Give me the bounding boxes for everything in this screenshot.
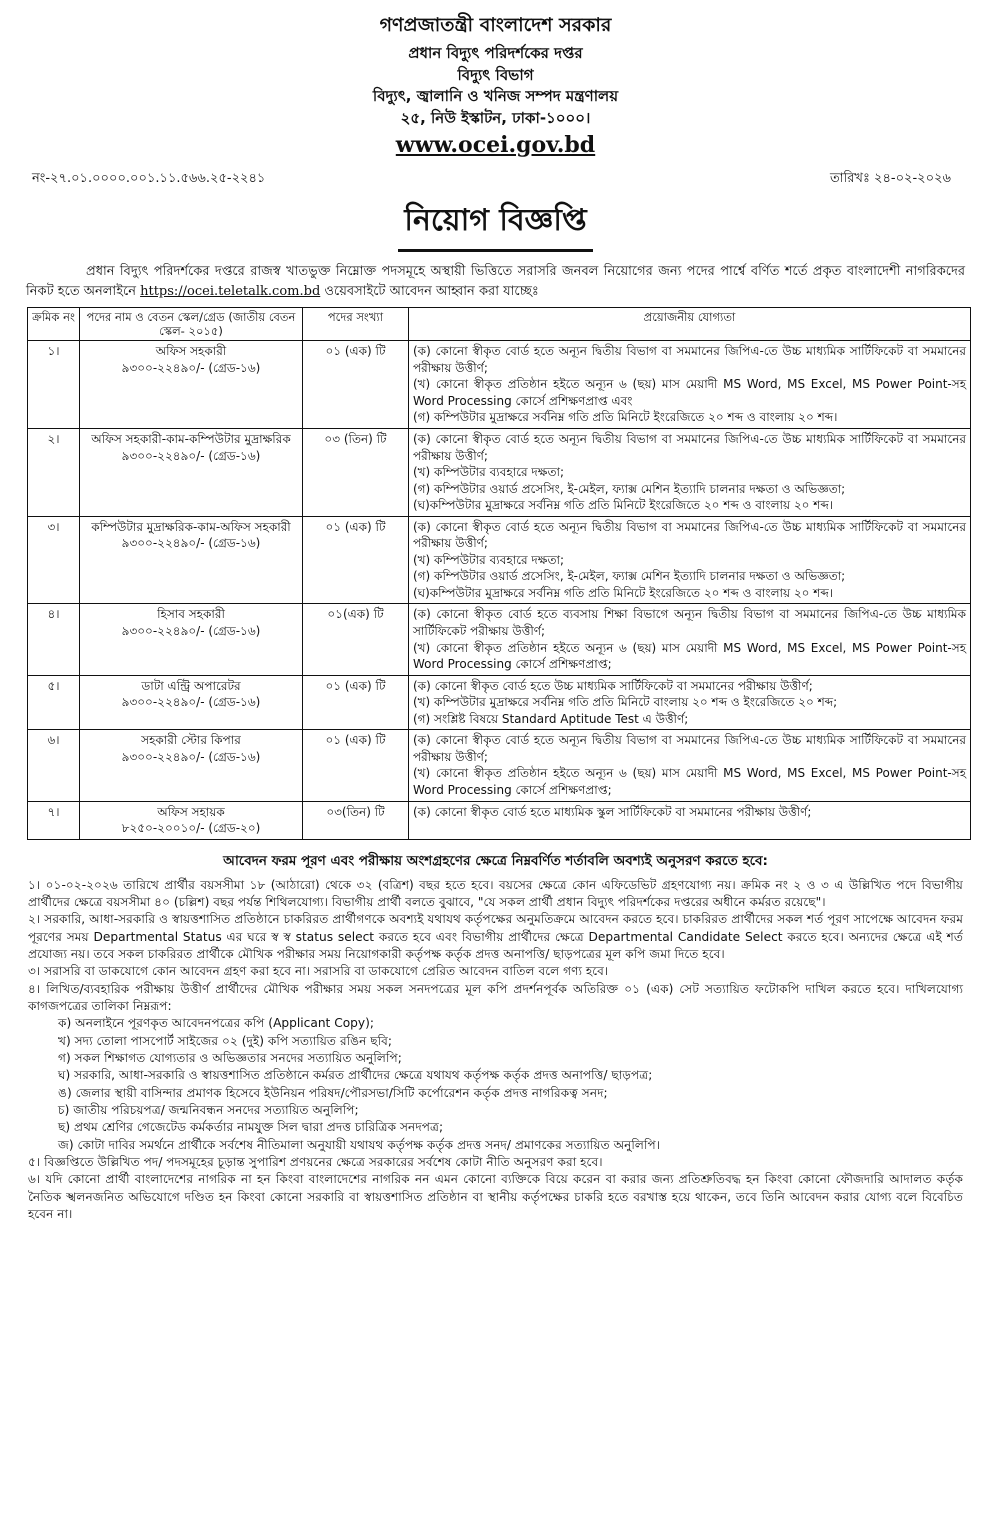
condition-2: ২। সরকারি, আধা-সরকারি ও স্বায়ত্তশাসিত প্রতিষ্ঠানে চাকরিরত প্রার্থীগণকে অবশ্যই যথাযথ কর্তৃপক্ষের অনুমতিক্রমে আবেদন করতে হবে। চাকরিরত প্রার্থীদের সকল শর্ত পূরণ সাপেক্ষে আবেদন ফরম পূরণের সময় Departmental Status এর ঘরে স্ব স্ব status select করতে হবে এবং বিভাগীয় প্রার্থীদের ক্ষেত্রে Departmental Candidate Select করতে হবে। অন্যদের ক্ষেত্রে এই শর্ত প্রযোজ্য নয়। তবে সকল চাকরিরত প্রার্থীকে মৌখিক পরীক্ষার সময় নিয়োগকারী কর্তৃপক্ষ কর্তৃক প্রদত্ত অনাপত্তি/ ছাড়পত্রের মূল কপি জমা দিতে হবে। <box>28 912 963 961</box>
conditions-heading: আবেদন ফরম পূরণ এবং পরীক্ষায় অংশগ্রহণের ক্ষেত্রে নিম্নবর্ণিত শর্তাবলি অবশ্যই অনুসরণ করতে হবে: <box>223 852 768 869</box>
pay-scale: ৯৩০০-২২৪৯০/- (গ্রেড-১৬) <box>121 448 261 463</box>
pay-scale: ৯৩০০-২২৪৯০/- (গ্রেড-১৬) <box>121 624 261 639</box>
row-serial: ৪। <box>28 604 80 675</box>
row-post <box>80 341 303 429</box>
header-serial: ক্রমিক নং <box>28 307 80 341</box>
condition-5: ৫। বিজ্ঞপ্তিতে উল্লিখিত পদ/ পদসমূহের চূড়ান্ত সুপারিশ প্রণয়নের ক্ষেত্রে সরকারের সর্বশেষ কোটা নীতি অনুসরণ করা হবে। <box>28 1154 603 1169</box>
application-url[interactable]: https://ocei.teletalk.com.bd <box>140 284 321 300</box>
pay-scale: ৮২৫০-২০০১০/- (গ্রেড-২০) <box>121 821 261 836</box>
header-post-count: পদের সংখ্যা <box>303 307 409 341</box>
website-link[interactable]: www.ocei.gov.bd <box>395 131 596 158</box>
header-qualification: প্রয়োজনীয় যোগ্যতা <box>409 307 971 341</box>
row-qualification <box>409 604 971 675</box>
row-serial: ১। <box>28 341 80 429</box>
post-name: ডাটা এন্ট্রি অপারেটর <box>141 678 241 693</box>
table-row <box>28 730 971 801</box>
row-serial: ৬। <box>28 730 80 801</box>
document-item: খ) সদ্য তোলা পাসপোর্ট সাইজের ০২ (দুই) কপি সত্যায়িত রঙিন ছবি; <box>58 1033 392 1048</box>
document-item: গ) সকল শিক্ষাগত যোগ্যতার ও অভিজ্ঞতার সনদের সত্যায়িত অনুলিপি; <box>58 1050 402 1065</box>
qualification-item: (খ) কম্পিউটার ব্যবহারে দক্ষতা; <box>413 465 564 480</box>
condition-6: ৬। যদি কোনো প্রার্থী বাংলাদেশের নাগরিক না হন কিংবা বাংলাদেশের নাগরিক নন এমন কোনো ব্যক্তিকে বিয়ে করেন বা করার জন্য প্রতিশ্রুতিবদ্ধ হন কিংবা কোনো ফৌজদারি আদালত কর্তৃক নৈতিক স্খলনজনিত অভিযোগে দণ্ডিত হন কিংবা কোনো সরকারি বা স্বায়ত্তশাসিত প্রতিষ্ঠান বা স্থানীয় কর্তৃপক্ষের চাকরি হতে বরখাস্ত হয়ে থাকেন, তবে তিনি আবেদন করার যোগ্য বলে বিবেচিত হবেন না। <box>28 1172 963 1221</box>
row-qualification <box>409 341 971 429</box>
post-name: সহকারী স্টোর কিপার <box>141 733 241 748</box>
qualification-item: (ক) কোনো স্বীকৃত বোর্ড হতে উচ্চ মাধ্যমিক সার্টিফিকেট বা সমমানের পরীক্ষায় উত্তীর্ণ; <box>413 678 813 693</box>
qualification-item: (গ) কম্পিউটার ওয়ার্ড প্রসেসিং, ই-মেইল, ফ্যাক্স মেশিন ইত্যাদি চালনার দক্ষতা ও অভিজ্ঞতা; <box>413 569 846 584</box>
office-name: প্রধান বিদ্যুৎ পরিদর্শকের দপ্তর <box>408 43 583 62</box>
document-item: চ) জাতীয় পরিচয়পত্র/ জন্মনিবন্ধন সনদের সত্যায়িত অনুলিপি; <box>58 1102 359 1117</box>
row-qualification <box>409 675 971 730</box>
qualification-item: (ক) কোনো স্বীকৃত বোর্ড হতে ব্যবসায় শিক্ষা বিভাগে অন্যূন দ্বিতীয় বিভাগ বা সমমানের জিপিএ-তে উচ্চ মাধ্যমিক সার্টিফিকেট পরীক্ষায় উত্তীর্ণ; <box>413 607 966 639</box>
table-row <box>28 801 971 839</box>
qualification-item: (ক) কোনো স্বীকৃত বোর্ড হতে অন্যূন দ্বিতীয় বিভাগ বা সমমানের জিপিএ-তে উচ্চ মাধ্যমিক সার্টিফিকেট বা সমমানের পরীক্ষায় উত্তীর্ণ; <box>413 344 966 375</box>
post-name: অফিস সহকারী-কাম-কম্পিউটার মুদ্রাক্ষরিক <box>91 432 291 447</box>
table-row <box>28 341 971 429</box>
division-name: বিদ্যুৎ বিভাগ <box>457 65 534 84</box>
post-name: অফিস সহায়ক <box>157 804 225 819</box>
post-name: কম্পিউটার মুদ্রাক্ষরিক-কাম-অফিস সহকারী <box>91 519 291 534</box>
ministry-name: বিদ্যুৎ, জ্বালানি ও খনিজ সম্পদ মন্ত্রণালয় <box>372 87 619 106</box>
conditions-list <box>0 877 991 1224</box>
qualification-item: (গ) কম্পিউটার মুদ্রাক্ষরে সর্বনিম্ন গতি প্রতি মিনিটে ইংরেজিতে ২০ শব্দ ও বাংলায় ২০ শব্দ। <box>413 410 838 425</box>
row-qualification <box>409 516 971 604</box>
row-count: ০১(এক) টি <box>303 604 409 675</box>
pay-scale: ৯৩০০-২২৪৯০/- (গ্রেড-১৬) <box>121 749 261 764</box>
row-post <box>80 730 303 801</box>
post-name: হিসাব সহকারী <box>157 607 225 622</box>
document-item: ঘ) সরকারি, আধা-সরকারি ও স্বায়ত্তশাসিত প্রতিষ্ঠানে কর্মরত প্রার্থীদের ক্ষেত্রে যথাযথ কর্তৃপক্ষ কর্তৃক প্রদত্ত অনাপত্তি/ ছাড়পত্র; <box>58 1068 653 1083</box>
document-item: ক) অনলাইনে পূরণকৃত আবেদনপত্রের কপি (Applicant Copy); <box>58 1016 374 1031</box>
row-post <box>80 516 303 604</box>
qualification-item: (গ) সংশ্লিষ্ট বিষয়ে Standard Aptitude Test এ উত্তীর্ণ; <box>413 711 689 726</box>
row-count: ০১ (এক) টি <box>303 341 409 429</box>
row-serial: ৫। <box>28 675 80 730</box>
posts-table <box>27 307 971 840</box>
table-row <box>28 429 971 517</box>
govt-name: গণপ্রজাতন্ত্রী বাংলাদেশ সরকার <box>379 14 612 36</box>
row-post <box>80 604 303 675</box>
qualification-item: (খ) কোনো স্বীকৃত প্রতিষ্ঠান হইতে অন্যূন ৬ (ছয়) মাস মেয়াদী MS Word, MS Excel, MS Power Point-সহ Word Processing কোর্সে প্রশিক্ষণপ্রাপ্ত; <box>413 640 966 672</box>
intro-paragraph <box>0 262 991 302</box>
memo-number: নং-২৭.০১.০০০০.০০১.১১.৫৬৬.২৫-২২৪১ <box>32 171 266 187</box>
notice-title: নিয়োগ বিজ্ঞপ্তি <box>398 196 592 252</box>
document-item: জ) কোটা দাবির সমর্থনে প্রার্থীকে সর্বশেষ নীতিমালা অনুযায়ী যথাযথ কর্তৃপক্ষ কর্তৃক প্রদত্ত সনদ/ প্রমাণকের সত্যায়িত অনুলিপি। <box>58 1137 661 1152</box>
row-post <box>80 675 303 730</box>
condition-1: ১। ০১-০২-২০২৬ তারিখে প্রার্থীর বয়সসীমা ১৮ (আঠারো) থেকে ৩২ (বত্রিশ) বছর হতে হবে। বয়সের ক্ষেত্রে কোন এফিডেভিট গ্রহণযোগ্য নয়। ক্রমিক নং ২ ও ৩ এ উল্লিখিত পদে বিভাগীয় প্রার্থীদের ক্ষেত্রে বয়সসীমা ৪০ (চল্লিশ) বছর পর্যন্ত শিথিলযোগ্য। বিভাগীয় প্রার্থী বলতে বুঝাবে, "যে সকল প্রার্থী প্রধান বিদ্যুৎ পরিদর্শকের দপ্তরের অধীনে কর্মরত রয়েছে"। <box>28 877 963 909</box>
qualification-item: (খ) কম্পিউটার ব্যবহারে দক্ষতা; <box>413 552 564 567</box>
table-row <box>28 675 971 730</box>
post-name: অফিস সহকারী <box>155 344 227 359</box>
header-post-name: পদের নাম ও বেতন স্কেল/গ্রেড (জাতীয় বেতন স্কেল- ২০১৫) <box>80 307 303 341</box>
intro-text-1: প্রধান বিদ্যুৎ পরিদর্শকের দপ্তরে রাজস্ব খাতভুক্ত নিম্নোক্ত পদসমূহে অস্থায়ী ভিত্তিতে সরাসরি জনবল নিয়োগের জন্য পদের পার্শ্বে বর্ণিত শর্তে প্রকৃত বাংলাদেশী নাগরিকদের নিকট হতে অনলাইনে <box>26 264 965 300</box>
document-item: ঙ) জেলার স্থায়ী বাসিন্দার প্রমাণক হিসেবে ইউনিয়ন পরিষদ/পৌরসভা/সিটি কর্পোরেশন কর্তৃক প্রদত্ত নাগরিকত্ব সনদ; <box>58 1085 608 1100</box>
qualification-item: (ঘ)কম্পিউটার মুদ্রাক্ষরে সর্বনিম্ন গতি প্রতি মিনিটে ইংরেজিতে ২০ শব্দ ও বাংলায় ২০ শব্দ। <box>413 498 834 513</box>
condition-3: ৩। সরাসরি বা ডাকযোগে কোন আবেদন গ্রহণ করা হবে না। সরাসরি বা ডাকযোগে প্রেরিত আবেদন বাতিল বলে গণ্য হবে। <box>28 964 609 979</box>
row-post <box>80 429 303 517</box>
title-wrap <box>0 196 991 252</box>
reference-row <box>0 169 991 190</box>
table-row <box>28 516 971 604</box>
row-qualification <box>409 429 971 517</box>
table-header-row <box>28 307 971 341</box>
notice-date: তারিখঃ ২৪-০২-২০২৬ <box>830 171 951 187</box>
letterhead <box>0 14 991 159</box>
row-count: ০১ (এক) টি <box>303 730 409 801</box>
qualification-item: (ক) কোনো স্বীকৃত বোর্ড হতে মাধ্যমিক স্কুল সার্টিফিকেট বা সমমানের পরীক্ষায় উত্তীর্ণ; <box>413 804 812 819</box>
intro-text-2: ওয়েবসাইটে আবেদন আহ্বান করা যাচ্ছেঃ <box>320 284 539 300</box>
qualification-item: (খ) কোনো স্বীকৃত প্রতিষ্ঠান হইতে অন্যূন ৬ (ছয়) মাস মেয়াদী MS Word, MS Excel, MS Power Point-সহ Word Processing কোর্সে প্রশিক্ষণপ্রাপ্ত এবং <box>413 377 966 408</box>
row-count: ০১ (এক) টি <box>303 675 409 730</box>
pay-scale: ৯৩০০-২২৪৯০/- (গ্রেড-১৬) <box>121 536 261 551</box>
row-qualification <box>409 730 971 801</box>
office-address: ২৫, নিউ ইস্কাটন, ঢাকা-১০০০। <box>400 109 591 127</box>
row-serial: ৭। <box>28 801 80 839</box>
condition-4: ৪। লিখিত/ব্যবহারিক পরীক্ষায় উত্তীর্ণ প্রার্থীদের মৌখিক পরীক্ষার সময় সকল সনদপত্রের মূল কপি প্রদর্শনপূর্বক অতিরিক্ত ০১ (এক) সেট সত্যায়িত ফটোকপি দাখিল করতে হবে। দাখিলযোগ্য কাগজপত্রের তালিকা নিম্নরূপ: <box>28 981 963 1013</box>
qualification-item: (গ) কম্পিউটার ওয়ার্ড প্রসেসিং, ই-মেইল, ফ্যাক্স মেশিন ইত্যাদি চালনার দক্ষতা ও অভিজ্ঞতা; <box>413 481 846 496</box>
row-count: ০৩ (তিন) টি <box>303 429 409 517</box>
qualification-item: (খ) কম্পিউটার মুদ্রাক্ষরে সর্বনিম্ন গতি প্রতি মিনিটে বাংলায় ২০ শব্দ ও ইংরেজিতে ২০ শব্দ; <box>413 695 838 710</box>
pay-scale: ৯৩০০-২২৪৯০/- (গ্রেড-১৬) <box>121 695 261 710</box>
row-serial: ৩। <box>28 516 80 604</box>
qualification-item: (ঘ)কম্পিউটার মুদ্রাক্ষরে সর্বনিম্ন গতি প্রতি মিনিটে ইংরেজিতে ২০ শব্দ ও বাংলায় ২০ শব্দ। <box>413 585 834 600</box>
row-qualification <box>409 801 971 839</box>
qualification-item: (ক) কোনো স্বীকৃত বোর্ড হতে অন্যূন দ্বিতীয় বিভাগ বা সমমানের জিপিএ-তে উচ্চ মাধ্যমিক সার্টিফিকেট বা সমমানের পরীক্ষায় উত্তীর্ণ; <box>413 519 966 551</box>
qualification-item: (ক) কোনো স্বীকৃত বোর্ড হতে অন্যূন দ্বিতীয় বিভাগ বা সমমানের জিপিএ-তে উচ্চ মাধ্যমিক সার্টিফিকেট বা সমমানের পরীক্ষায় উত্তীর্ণ; <box>413 733 966 764</box>
row-post <box>80 801 303 839</box>
row-count: ০১ (এক) টি <box>303 516 409 604</box>
qualification-item: (ক) কোনো স্বীকৃত বোর্ড হতে অন্যূন দ্বিতীয় বিভাগ বা সমমানের জিপিএ-তে উচ্চ মাধ্যমিক সার্টিফিকেট বা সমমানের পরীক্ষায় উত্তীর্ণ; <box>413 432 966 463</box>
table-row <box>28 604 971 675</box>
row-serial: ২। <box>28 429 80 517</box>
qualification-item: (খ) কোনো স্বীকৃত প্রতিষ্ঠান হইতে অন্যূন ৬ (ছয়) মাস মেয়াদী MS Word, MS Excel, MS Power Point-সহ Word Processing কোর্সে প্রশিক্ষণপ্রাপ্ত; <box>413 766 966 797</box>
row-count: ০৩(তিন) টি <box>303 801 409 839</box>
pay-scale: ৯৩০০-২২৪৯০/- (গ্রেড-১৬) <box>121 360 261 375</box>
document-item: ছ) প্রথম শ্রেণির গেজেটেড কর্মকর্তার নামযুক্ত সিল দ্বারা প্রদত্ত চারিত্রিক সনদপত্র; <box>58 1120 444 1135</box>
